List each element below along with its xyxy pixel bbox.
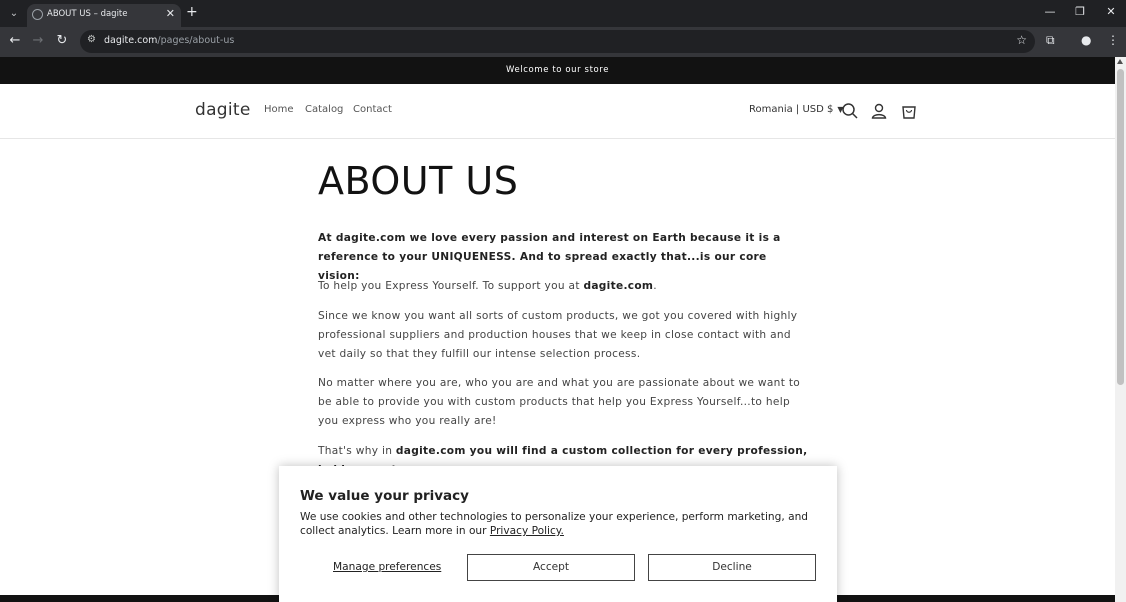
store-logo[interactable]: dagite [195, 100, 251, 120]
url-host: dagite.com [104, 35, 158, 46]
paragraph-express [318, 277, 808, 296]
accept-button[interactable]: Accept [467, 554, 635, 581]
announcement-bar: Welcome to our store [0, 57, 1115, 84]
scroll-thumb[interactable] [1117, 69, 1124, 385]
reload-icon[interactable]: ↻ [56, 33, 68, 48]
extensions-icon[interactable]: ⧉ [1046, 33, 1055, 47]
url-text[interactable] [104, 35, 234, 46]
nav-catalog[interactable]: Catalog [305, 104, 344, 115]
profile-icon[interactable]: ● [1081, 33, 1092, 47]
nav-contact[interactable]: Contact [353, 104, 392, 115]
paragraph-suppliers: Since we know you want all sorts of custom products, we got you covered with highly professional suppliers and production houses that we keep in close contact with and vet daily so that they fulfill our intense selection process. [318, 310, 798, 360]
back-icon[interactable]: ← [9, 33, 21, 48]
browser-menu-icon[interactable]: ⋮ [1107, 33, 1119, 47]
express-bold-site: dagite.com [583, 280, 654, 292]
site-info-icon[interactable]: ⚙ [87, 34, 96, 45]
country-currency-selector[interactable] [749, 104, 844, 115]
browser-tab-bar [0, 0, 1126, 27]
forward-icon[interactable]: → [32, 33, 44, 48]
collection-text: That's why in [318, 445, 396, 457]
cookie-title: We value your privacy [300, 488, 469, 504]
account-icon[interactable] [870, 102, 888, 120]
privacy-policy-link[interactable]: Privacy Policy. [489, 525, 564, 537]
bookmark-star-icon[interactable]: ☆ [1016, 33, 1027, 47]
scroll-up-icon[interactable] [1117, 59, 1123, 64]
cart-icon[interactable] [900, 102, 918, 120]
manage-preferences-link[interactable]: Manage preferences [333, 561, 442, 573]
address-bar[interactable] [80, 30, 1035, 53]
tab-favicon-icon [32, 9, 43, 20]
browser-toolbar [0, 27, 1126, 57]
restore-icon[interactable]: ❐ [1075, 5, 1085, 18]
url-path: /pages/about-us [157, 35, 235, 46]
cookie-consent-banner [279, 466, 837, 602]
store-header [0, 84, 1115, 139]
nav-home[interactable]: Home [264, 104, 294, 115]
new-tab-icon[interactable]: + [186, 4, 198, 20]
cookie-body-text: We use cookies and other technologies to personalize your experience, perform marketing, and collect analytics. Learn more in our [300, 511, 809, 537]
search-icon[interactable] [841, 102, 859, 120]
locale-label: Romania | USD $ [749, 104, 834, 115]
window-close-icon[interactable]: ✕ [1106, 5, 1116, 18]
paragraph-passion: No matter where you are, who you are and what you are passionate about we want to be able to provide you with custom products that help you Express Yourself...to help you express who you really are! [318, 377, 801, 427]
intro-bold-text: At dagite.com we love every passion and interest on Earth because it is a reference to your UNIQUENESS. And to spread exactly that...is our core vision: [318, 232, 781, 282]
browser-tab[interactable] [27, 4, 181, 27]
page-scrollbar[interactable] [1115, 57, 1126, 602]
chevron-down-icon: ▼ [837, 105, 844, 114]
tab-search-icon[interactable]: ⌄ [9, 8, 19, 19]
tab-title: ABOUT US – dagite [47, 9, 128, 19]
minimize-icon[interactable]: — [1044, 5, 1056, 18]
express-period: . [653, 280, 657, 292]
tab-close-icon[interactable]: ✕ [165, 7, 175, 20]
collection-bold-text: dagite.com you will find a custom collection for every profession, [395, 445, 808, 457]
express-text: To help you Express Yourself. To support you at [318, 280, 584, 292]
page-title: ABOUT US [318, 159, 519, 203]
cookie-description [300, 510, 815, 538]
decline-button[interactable]: Decline [648, 554, 816, 581]
